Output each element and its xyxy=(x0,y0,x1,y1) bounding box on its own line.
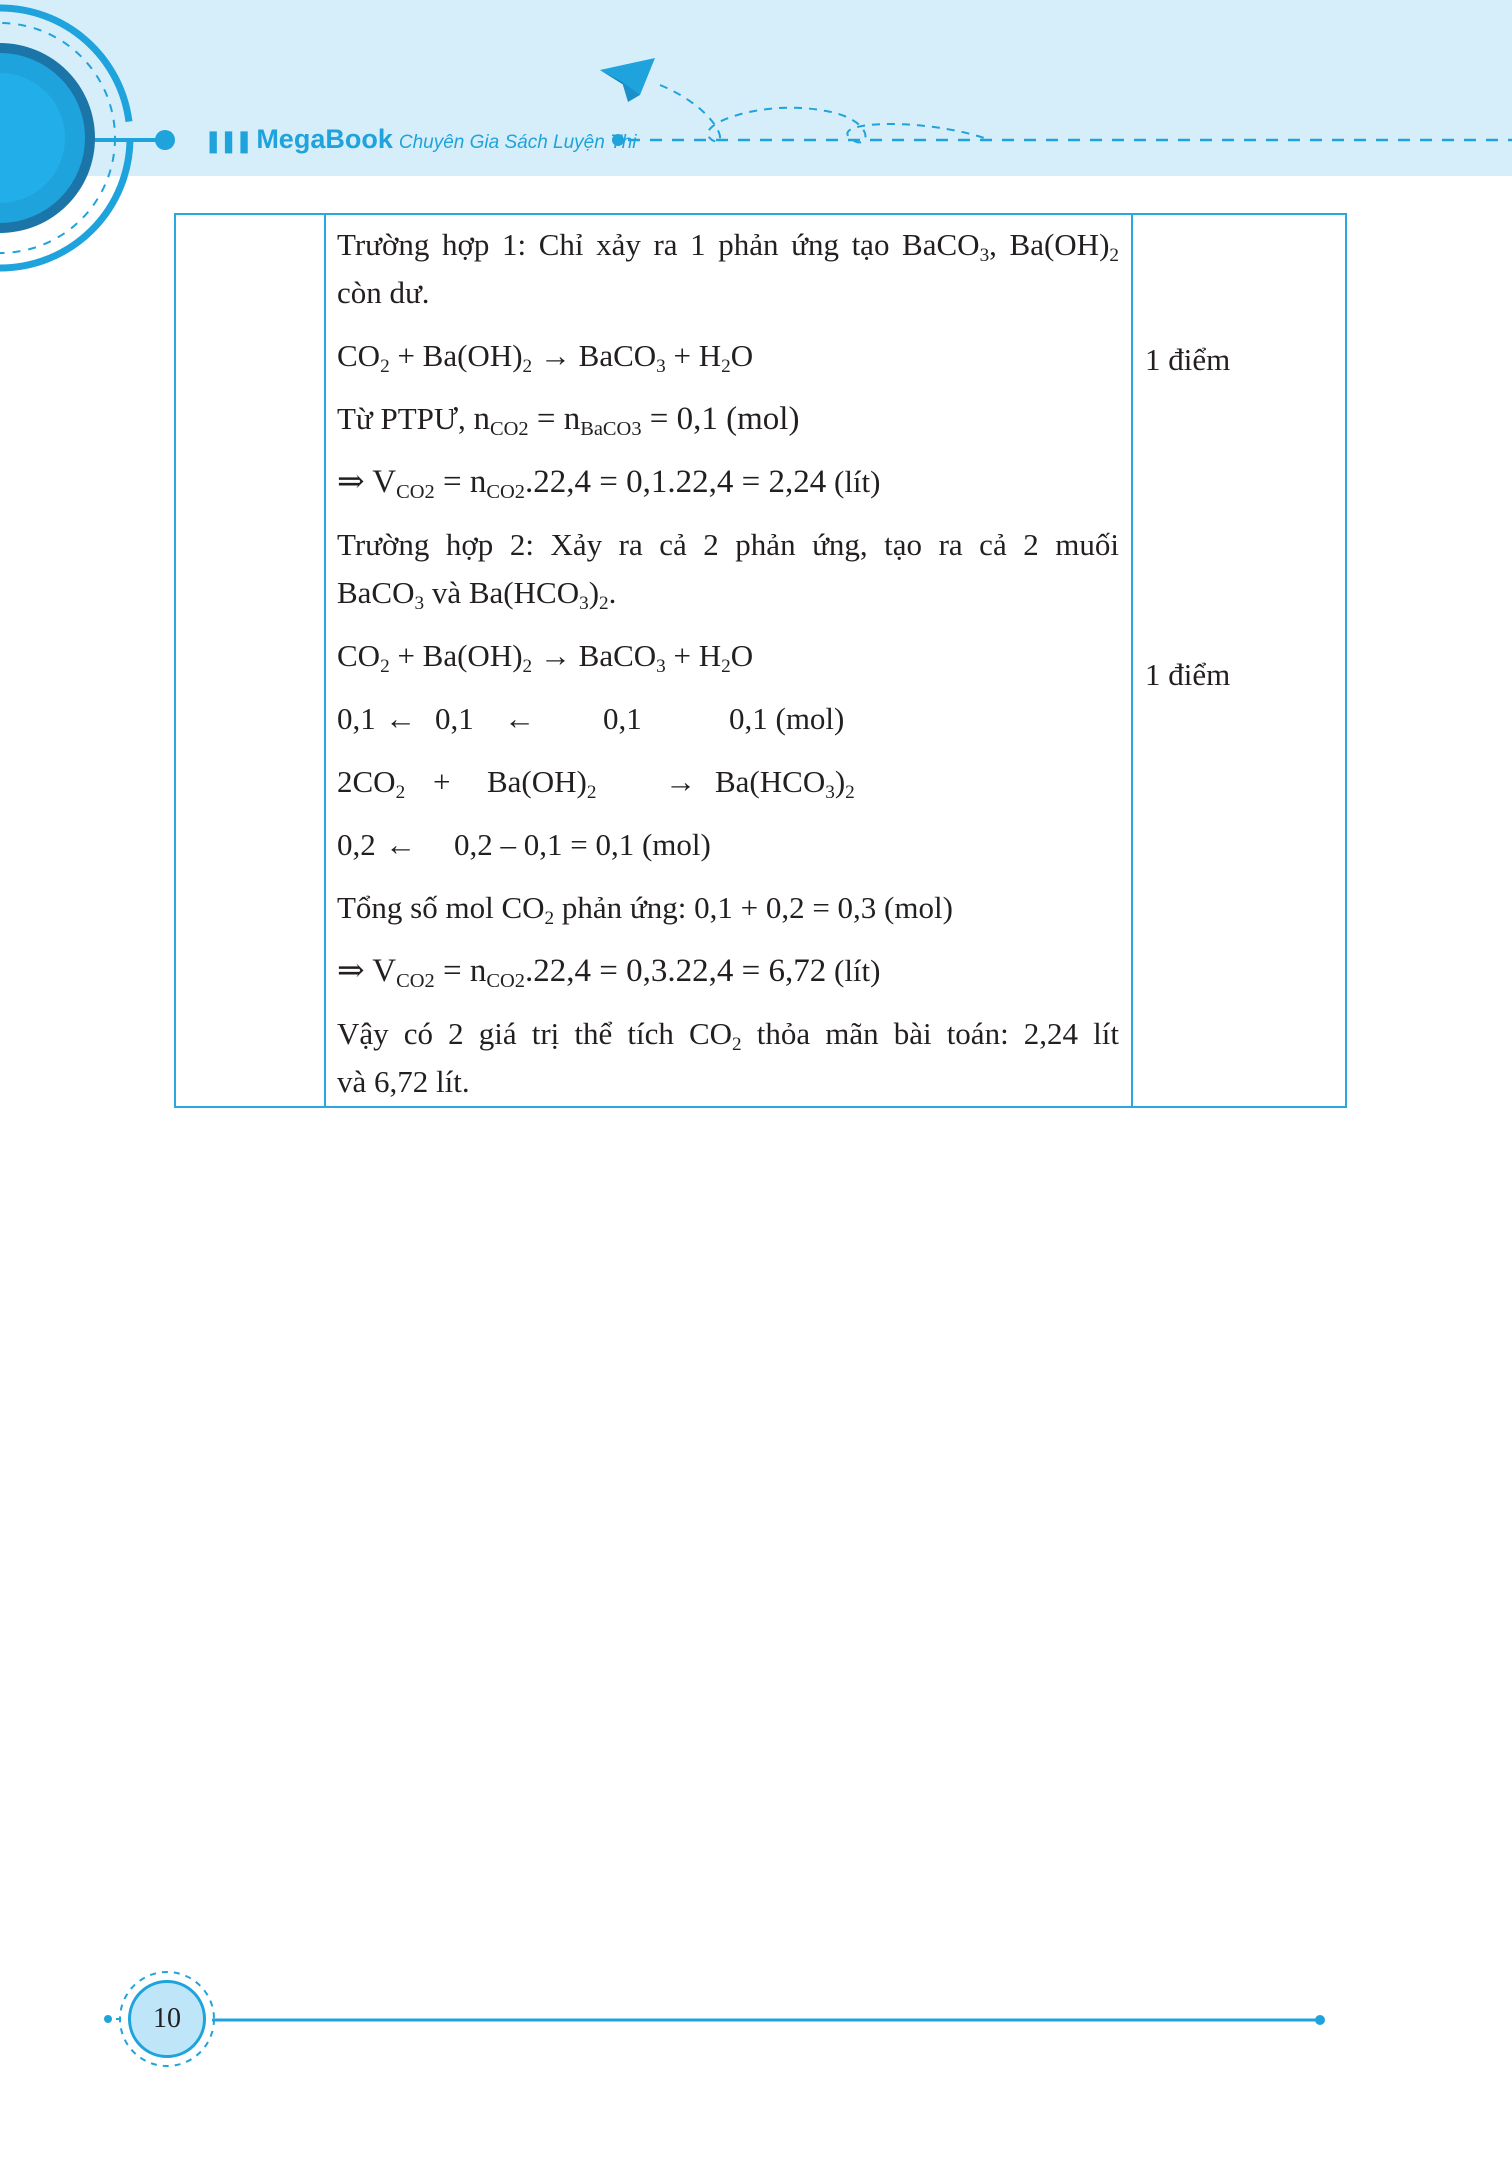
table-row xyxy=(175,214,1346,1107)
paper-plane-icon xyxy=(600,58,655,102)
score-1: 1 điểm xyxy=(1145,342,1231,377)
solution-cell xyxy=(325,214,1132,1107)
brand-logo xyxy=(204,124,636,155)
conclusion-line2: và 6,72 lít. xyxy=(337,1064,470,1099)
case2-title-line2: BaCO$_3$ và $Ba(HCO_3)_2$. xyxy=(337,575,617,614)
total-mol-line: Tổng số mol $CO_2$ phản ứng: 0,1 + 0,2 = 0,3 (mol) xyxy=(337,890,953,929)
answer-table xyxy=(174,213,1347,1108)
question-cell xyxy=(175,214,325,1107)
volume-1: ⇒ $V_{CO2} = n_{CO2}.22,4 = 0,1.22,4 = 2,24$ (lít) xyxy=(337,464,881,504)
score-cell xyxy=(1132,214,1346,1107)
equation-3: $2CO_2$ + $Ba(OH)_2$ → $Ba(HCO_3)_2$ xyxy=(337,764,855,803)
ptpu-line: Từ PTPƯ, $n_{CO2} = n_{BaCO3} = 0,1$ (mol) xyxy=(337,401,800,441)
case1-title-line2: còn dư. xyxy=(337,275,430,310)
volume-2: ⇒ $V_{CO2} = n_{CO2}.22,4 = 0,3.22,4 = 6,72$ (lít) xyxy=(337,953,881,993)
case2-title: Trường hợp 2: Xảy ra cả 2 phản ứng, tạo ra cả 2 muối xyxy=(337,527,1119,562)
conclusion: Vậy có 2 giá trị thể tích $CO_2$ thỏa mãn bài toán: 2,24 lít xyxy=(337,1016,1119,1055)
score-2: 1 điểm xyxy=(1145,657,1231,692)
footer-decoration xyxy=(104,1972,1325,2066)
equation-2: $CO_2 + Ba(OH)_2$ → BaCO$_3$ + $H_2O$ xyxy=(337,638,754,677)
case1-title: Trường hợp 1: Chỉ xảy ra 1 phản ứng tạo BaCO$_3$, $Ba(OH)_2$ xyxy=(337,227,1120,266)
mol-row-2: 0,1 ← 0,1 ← 0,1 0,1 (mol) xyxy=(337,701,845,736)
brand-mark: ❚❚❚ xyxy=(204,128,251,153)
mol-row-3: 0,2 ← 0,2 – 0,1 = 0,1 (mol) xyxy=(337,827,711,862)
equation-1: $CO_2 + Ba(OH)_2$ → BaCO$_3$ + $H_2O$ xyxy=(337,338,754,377)
brand-name: MegaBook xyxy=(256,124,393,154)
page-number: 10 xyxy=(128,1980,206,2058)
brand-tagline: Chuyên Gia Sách Luyện Thi xyxy=(398,132,637,153)
